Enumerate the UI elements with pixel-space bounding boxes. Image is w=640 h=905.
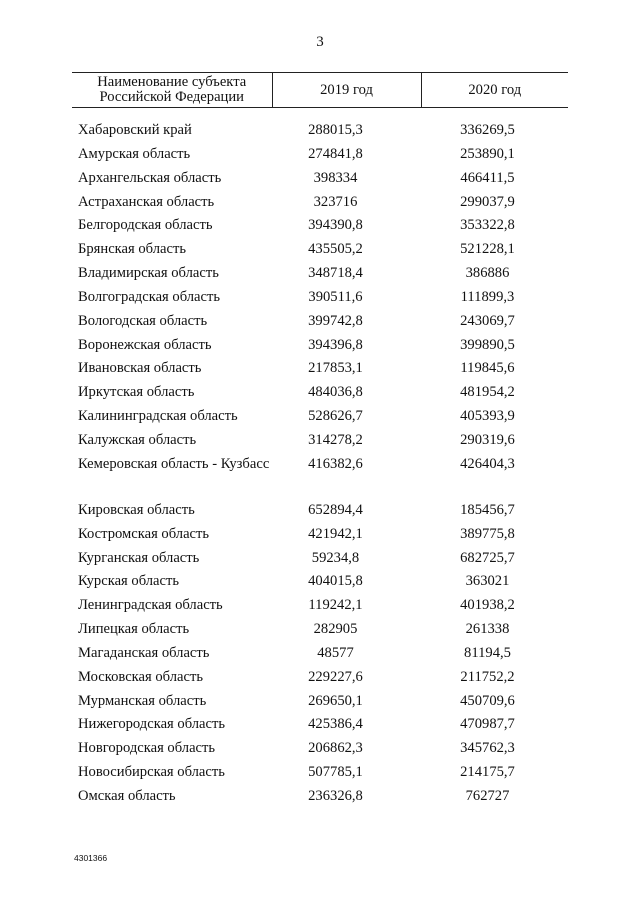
region-name-cell: Архангельская область [78, 169, 222, 186]
value-2019-cell: 394396,8 [308, 336, 363, 353]
table-row [72, 432, 568, 456]
table-row [72, 337, 568, 361]
value-2019-cell: 206862,3 [308, 740, 363, 757]
header-spacer [72, 108, 568, 123]
table-row [72, 146, 568, 170]
value-2020-cell: 521228,1 [460, 241, 515, 258]
region-name-cell: Ивановская область [78, 360, 202, 377]
table-row [72, 788, 568, 812]
value-2019-cell: 217853,1 [308, 360, 363, 377]
value-2020-cell: 363021 [465, 573, 510, 590]
table-row [72, 526, 568, 550]
region-table-container [72, 72, 568, 812]
table-row [72, 764, 568, 788]
region-name-cell: Белгородская область [78, 217, 213, 234]
table-row [72, 573, 568, 597]
value-2020-cell: 481954,2 [460, 384, 515, 401]
table-row [72, 360, 568, 384]
value-2020-cell: 405393,9 [460, 408, 515, 425]
region-name-cell: Ленинградская область [78, 597, 223, 614]
value-2020-cell: 290319,6 [460, 431, 515, 448]
value-2020-cell: 401938,2 [460, 597, 515, 614]
value-2019-cell: 399742,8 [308, 312, 363, 329]
table-row [72, 313, 568, 337]
region-name-cell: Воронежская область [78, 336, 212, 353]
value-2019-cell: 236326,8 [308, 787, 363, 804]
table-row [72, 740, 568, 764]
value-2020-cell: 211752,2 [460, 668, 515, 685]
value-2019-cell: 390511,6 [308, 288, 363, 305]
region-name-cell: Курганская область [78, 549, 200, 566]
value-2019-cell: 288015,3 [308, 122, 363, 138]
region-name-cell: Омская область [78, 787, 176, 804]
region-name-cell: Кировская область [78, 501, 195, 518]
value-2019-cell: 507785,1 [308, 764, 363, 781]
region-name-cell: Амурская область [78, 145, 191, 162]
value-2020-cell: 353322,8 [460, 217, 515, 234]
value-2019-cell: 528626,7 [308, 408, 363, 425]
value-2019-cell: 398334 [313, 169, 358, 186]
value-2020-cell: 345762,3 [460, 740, 515, 757]
region-name-cell: Брянская область [78, 241, 187, 258]
region-name-cell: Костромская область [78, 525, 210, 542]
page-number: 3 [316, 34, 324, 50]
table-row [72, 408, 568, 432]
region-name-cell: Волгоградская область [78, 288, 221, 305]
table-row [72, 241, 568, 265]
table-row [72, 384, 568, 408]
table-row [72, 621, 568, 645]
header-region-line2: Российской Федерации [99, 89, 244, 105]
value-2020-cell: 399890,5 [460, 336, 515, 353]
table-body [72, 108, 568, 812]
value-2019-cell: 425386,4 [308, 716, 363, 733]
table-row [72, 217, 568, 241]
header-region [72, 73, 272, 108]
table-row [72, 669, 568, 693]
value-2019-cell: 119242,1 [308, 597, 363, 614]
table-header [72, 73, 568, 108]
value-2020-cell: 111899,3 [460, 288, 515, 305]
table-row [72, 265, 568, 289]
value-2020-cell: 762727 [465, 787, 510, 804]
value-2020-cell: 214175,7 [460, 764, 515, 781]
value-2020-cell: 243069,7 [460, 312, 515, 329]
region-name-cell: Хабаровский край [78, 122, 192, 138]
region-name-cell: Мурманская область [78, 692, 207, 709]
header-year-2019: 2019 год [272, 73, 421, 108]
value-2019-cell: 435505,2 [308, 241, 363, 258]
table-row [72, 597, 568, 621]
value-2019-cell: 484036,8 [308, 384, 363, 401]
value-2019-cell: 282905 [313, 621, 358, 638]
table-row [72, 170, 568, 194]
value-2020-cell: 426404,3 [460, 455, 515, 472]
region-name-cell: Астраханская область [78, 193, 215, 210]
region-name-cell: Магаданская область [78, 644, 210, 661]
value-2020-cell: 299037,9 [460, 193, 515, 210]
value-2020-cell: 253890,1 [460, 145, 515, 162]
region-name-cell: Курская область [78, 573, 180, 590]
value-2019-cell: 269650,1 [308, 692, 363, 709]
value-2020-cell: 389775,8 [460, 525, 515, 542]
table-row [72, 550, 568, 574]
value-2019-cell: 59234,8 [311, 549, 360, 566]
table-row [72, 456, 568, 502]
region-name-cell: Кемеровская область - Кузбасс [78, 455, 270, 472]
value-2019-cell: 314278,2 [308, 431, 363, 448]
region-name-cell: Новосибирская область [78, 764, 225, 781]
document-id: 4301366 [74, 853, 108, 863]
value-2019-cell: 348718,4 [308, 265, 363, 282]
value-2020-cell: 119845,6 [460, 360, 515, 377]
value-2019-cell: 229227,6 [308, 668, 363, 685]
region-name-cell: Калужская область [78, 431, 197, 448]
value-2019-cell: 323716 [313, 193, 358, 210]
value-2020-cell: 261338 [465, 621, 510, 638]
region-name-cell: Новгородская область [78, 740, 216, 757]
value-2019-cell: 416382,6 [308, 455, 363, 472]
table-row [72, 645, 568, 669]
header-year-2020: 2020 год [421, 73, 568, 108]
value-2020-cell: 81194,5 [464, 644, 511, 661]
table-row [72, 289, 568, 313]
value-2019-cell: 274841,8 [308, 145, 363, 162]
table-row [72, 122, 568, 146]
value-2020-cell: 682725,7 [460, 549, 515, 566]
value-2020-cell: 336269,5 [460, 122, 515, 138]
table-row [72, 716, 568, 740]
header-region-line1: Наименование субъекта [97, 74, 247, 90]
region-name-cell: Вологодская область [78, 312, 208, 329]
value-2020-cell: 466411,5 [460, 169, 515, 186]
region-name-cell: Иркутская область [78, 384, 195, 401]
value-2019-cell: 652894,4 [308, 501, 363, 518]
region-table [72, 72, 568, 812]
value-2019-cell: 394390,8 [308, 217, 363, 234]
region-name-cell: Нижегородская область [78, 716, 226, 733]
region-name-cell: Калининградская область [78, 408, 238, 425]
table-row [72, 502, 568, 526]
value-2019-cell: 421942,1 [308, 525, 363, 542]
table-row [72, 194, 568, 218]
value-2019-cell: 404015,8 [308, 573, 363, 590]
region-name-cell: Московская область [78, 668, 204, 685]
value-2020-cell: 450709,6 [460, 692, 515, 709]
header-row [72, 73, 568, 108]
region-name-cell: Липецкая область [78, 621, 190, 638]
region-name-cell: Владимирская область [78, 265, 219, 282]
table-row [72, 693, 568, 717]
value-2020-cell: 386886 [465, 265, 510, 282]
value-2019-cell: 48577 [317, 644, 354, 661]
value-2020-cell: 470987,7 [460, 716, 515, 733]
value-2020-cell: 185456,7 [460, 501, 515, 518]
